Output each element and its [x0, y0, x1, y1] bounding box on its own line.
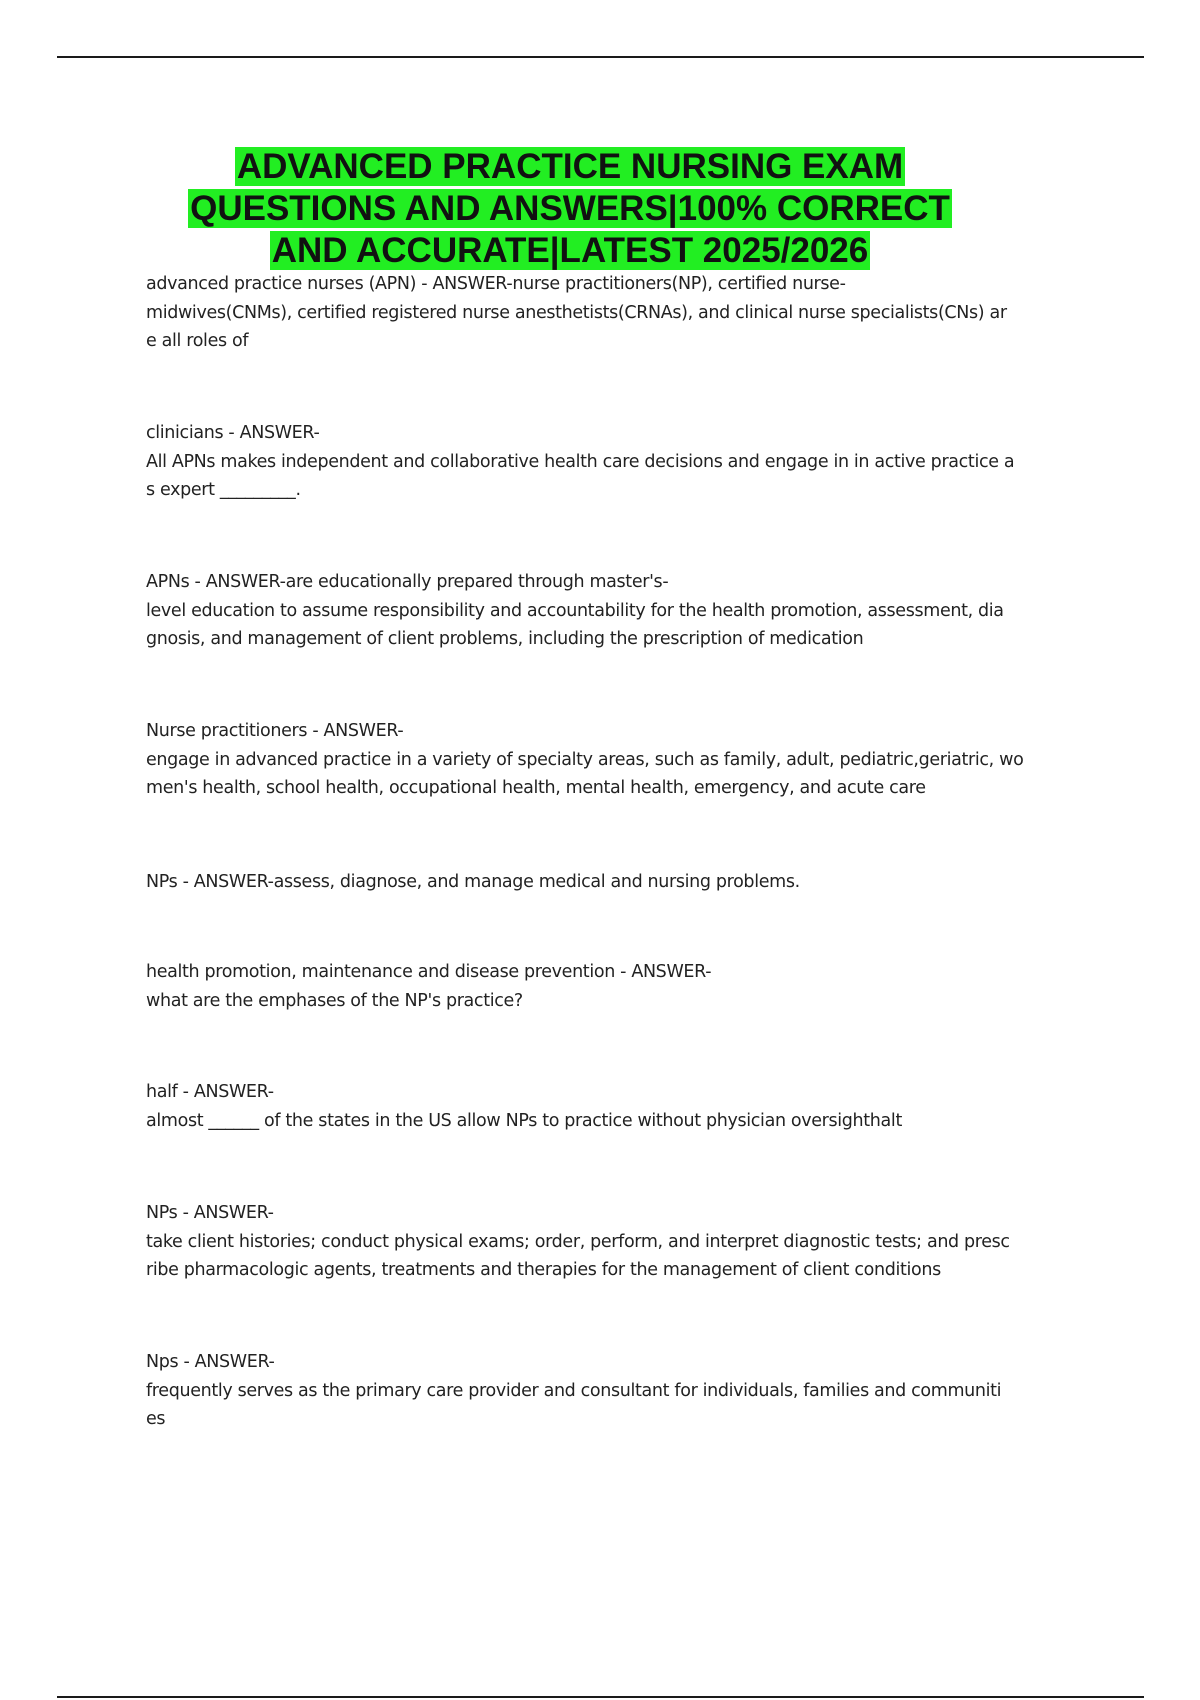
- qa-entry: NPs - ANSWER- take client histories; conduct physical exams; order, perform, and interpret diagnostic tests; and presc ribe pharmacologic agents, treatments and therapies for the management of client conditions: [146, 1203, 1010, 1280]
- bottom-rule: [57, 1696, 1144, 1698]
- qa-entry: clinicians - ANSWER- All APNs makes independent and collaborative health care decisions and engage in in active practice a s expert _________.: [146, 423, 1015, 500]
- title-line: QUESTIONS AND ANSWERS|100% CORRECT: [190, 189, 950, 228]
- document-title: [140, 146, 1000, 272]
- title-line: AND ACCURATE|LATEST 2025/2026: [271, 231, 869, 270]
- qa-entry: Nurse practitioners - ANSWER- engage in advanced practice in a variety of specialty areas, such as family, adult, pediatric,geriatric, wo men's health, school health, occupational health, mental health, emergency, and acute care: [146, 721, 1024, 798]
- qa-entry: health promotion, maintenance and disease prevention - ANSWER- what are the emphases of the NP's practice?: [146, 962, 712, 1011]
- qa-entry: Nps - ANSWER- frequently serves as the primary care provider and consultant for individuals, families and communiti es: [146, 1352, 1002, 1429]
- qa-entry: APNs - ANSWER-are educationally prepared through master's- level education to assume responsibility and accountability for the health promotion, assessment, dia gnosis, and management of client problems, including the prescription of medication: [146, 572, 1004, 649]
- title-line: ADVANCED PRACTICE NURSING EXAM: [236, 147, 904, 186]
- top-rule: [57, 56, 1144, 58]
- qa-entry: NPs - ANSWER-assess, diagnose, and manage medical and nursing problems.: [146, 872, 800, 892]
- qa-entry: advanced practice nurses (APN) - ANSWER-nurse practitioners(NP), certified nurse- midwives(CNMs), certified registered nurse anesthetists(CRNAs), and clinical nurse specialists(CNs) ar e all roles of: [146, 274, 1007, 351]
- qa-entry: half - ANSWER- almost ______ of the states in the US allow NPs to practice without physician oversighthalt: [146, 1082, 902, 1131]
